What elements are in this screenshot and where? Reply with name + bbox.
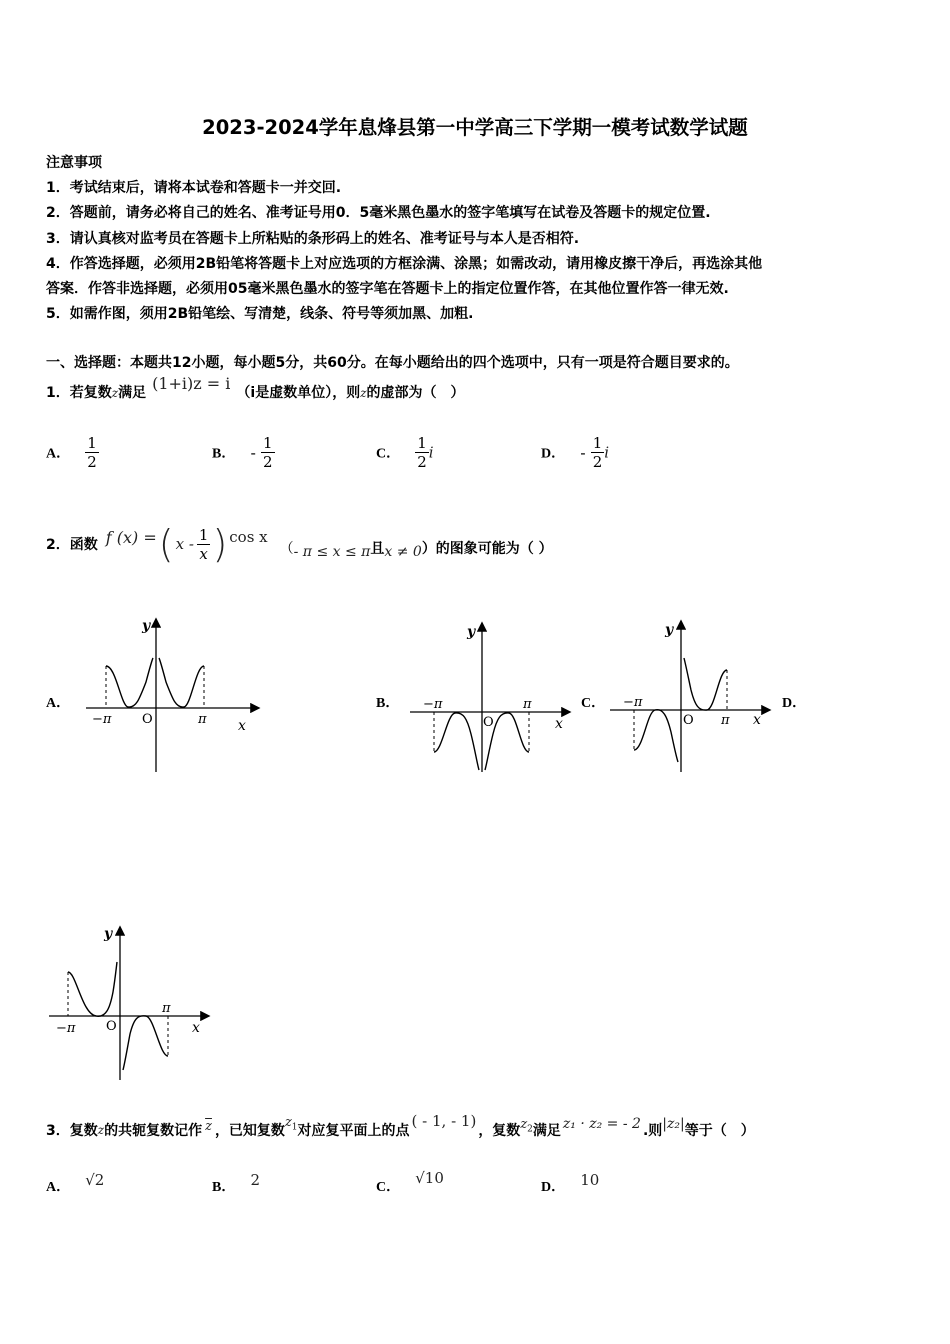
q1-option-c[interactable] <box>376 434 434 471</box>
q1-option-b[interactable] <box>212 434 275 471</box>
q2-paren-left: ( <box>158 522 174 566</box>
q1-option-a-frac: $\frac{1}{2}$ <box>87 434 97 471</box>
q2-suffix: ）的图象可能为（ ） <box>421 541 553 557</box>
curve-right <box>123 1016 168 1070</box>
q1-note: （i是虚数单位），则 <box>236 385 361 401</box>
q3-z: z <box>97 1123 105 1137</box>
axis-label-y: y <box>467 624 476 640</box>
q1-option-a[interactable] <box>46 434 99 471</box>
q2-option-c-label[interactable]: C． <box>581 696 606 711</box>
axis-label-y: y <box>104 926 113 942</box>
pi-label: π <box>523 697 532 712</box>
origin-label: O <box>106 1019 117 1034</box>
curve-left <box>106 658 153 707</box>
notice-item-1: 1．考试结束后，请将本试卷和答题卡一并交回. <box>46 180 342 196</box>
q3-p7: .则 <box>642 1123 663 1139</box>
q2-func-x: x - <box>175 535 194 553</box>
axis-label-x: x <box>753 712 761 728</box>
notice-item-4: 4．作答选择题，必须用2B铅笔将答题卡上对应选项的方框涂满、涂黑；如需改动，请用橡皮擦干净后，再选涂其他 <box>46 256 763 272</box>
q1-option-d-label: D． <box>541 446 566 462</box>
origin-label: O <box>142 712 153 727</box>
q3-option-c[interactable] <box>376 1169 444 1196</box>
q2-paren-right: ) <box>212 522 228 566</box>
q3-abs: |z₂| <box>662 1116 685 1132</box>
curve-left <box>434 713 479 770</box>
q2-graph-a[interactable] <box>76 612 266 784</box>
q1-option-d[interactable] <box>541 434 609 471</box>
q2-func-frac: $\frac{1}{x}$ <box>198 525 209 563</box>
q2-domain-a: - π ≤ x ≤ π <box>293 544 371 560</box>
curve-left <box>68 962 117 1016</box>
q3-point: ( - 1, - 1) <box>411 1112 477 1130</box>
q2-func-cos: cos x <box>229 528 268 546</box>
origin-label: O <box>483 715 494 730</box>
q1-suffix: 的虚部为（ ） <box>366 385 465 401</box>
q1-option-c-i: i <box>428 443 434 462</box>
q1-option-a-label: A． <box>46 446 71 462</box>
q3-option-a-value: √2 <box>85 1171 105 1189</box>
q1-option-c-frac: $\frac{1}{2}$ <box>417 434 427 471</box>
curve-right <box>159 658 204 707</box>
q1-option-d-frac: $\frac{1}{2}$ <box>592 434 603 471</box>
q3-option-a-label: A． <box>46 1180 71 1195</box>
q2-graph-d[interactable] <box>44 922 216 1086</box>
q1-option-b-frac: $\frac{1}{2}$ <box>262 434 273 471</box>
q1-option-c-label: C． <box>376 446 401 462</box>
q2-graph-c[interactable] <box>605 616 777 780</box>
q1-condition: (1+i)z = i <box>152 374 231 393</box>
neg-pi-label: −π <box>92 712 112 727</box>
q1-var-z: z <box>111 386 119 400</box>
q1-option-b-label: B． <box>212 446 236 462</box>
q3-z2: $z_2$ <box>520 1117 533 1135</box>
notice-item-4-cont: 答案．作答非选择题，必须用05毫米黑色墨水的签字笔在答题卡上的指定位置作答，在其他位置作答一律无效. <box>46 281 729 297</box>
notice-item-2: 2．答题前，请务必将自己的姓名、准考证号用0．5毫米黑色墨水的签字笔填写在试卷及答题卡的规定位置. <box>46 205 711 221</box>
notice-item-3: 3．请认真核对监考员在答题卡上所粘贴的条形码上的姓名、准考证号与本人是否相符. <box>46 231 580 247</box>
axis-label-x: x <box>192 1020 200 1036</box>
pi-label: π <box>721 713 730 728</box>
q1-var-z2: z <box>360 386 367 400</box>
axis-label-y: y <box>665 622 674 638</box>
q3-zbar: $\overline{z}$ <box>205 1118 212 1134</box>
curve-left <box>634 710 678 762</box>
q1-mid: 满足 <box>118 385 147 401</box>
q2-prefix: 2．函数 <box>46 537 98 553</box>
q3-option-a[interactable] <box>46 1171 105 1196</box>
q3-p6: 满足 <box>532 1123 561 1139</box>
question-3 <box>46 1112 755 1148</box>
q3-p8: 等于（ ） <box>684 1123 755 1139</box>
q2-option-d-label[interactable]: D． <box>782 696 807 711</box>
page-title: 2023-2024学年息烽县第一中学高三下学期一模考试数学试题 <box>202 116 748 139</box>
axis-label-x: x <box>238 718 246 734</box>
neg-pi-label: −π <box>56 1021 76 1036</box>
q3-equation: z₁ · z₂ = - 2 <box>562 1116 641 1132</box>
q1-option-d-sign: - <box>580 443 586 462</box>
q3-p3: ，已知复数 <box>214 1123 285 1139</box>
pi-label: π <box>198 712 207 727</box>
notice-heading: 注意事项 <box>46 155 102 171</box>
q3-p1: 3．复数 <box>46 1123 98 1139</box>
q3-option-d[interactable] <box>541 1171 600 1196</box>
q3-option-c-label: C． <box>376 1180 401 1195</box>
q2-func-lhs: f (x) = <box>105 527 157 547</box>
question-1 <box>46 374 465 402</box>
q1-option-b-sign: - <box>250 443 256 462</box>
q3-p4: 对应复平面上的点 <box>297 1123 410 1139</box>
curve-right <box>684 658 727 710</box>
q3-option-b-label: B． <box>212 1180 236 1195</box>
q2-graph-b[interactable] <box>405 618 577 780</box>
q3-option-b-value: 2 <box>250 1171 260 1189</box>
notice-item-5: 5．如需作图，须用2B铅笔绘、写清楚，线条、符号等须加黑、加粗. <box>46 306 474 322</box>
q2-option-b-label[interactable]: B． <box>376 696 400 711</box>
section-heading: 一、选择题：本题共12小题，每小题5分，共60分。在每小题给出的四个选项中，只有一项是符合题目要求的。 <box>46 355 739 371</box>
q3-option-c-value: √10 <box>415 1169 444 1187</box>
q2-domain-b: x ≠ 0 <box>384 544 422 560</box>
origin-label: O <box>683 713 694 728</box>
q3-option-d-label: D． <box>541 1180 566 1195</box>
q2-domain-and: 且 <box>370 541 385 557</box>
neg-pi-label: −π <box>623 695 643 710</box>
q2-option-a-label[interactable]: A． <box>46 696 71 711</box>
q3-p2: 的共轭复数记作 <box>104 1123 203 1139</box>
q1-option-d-i: i <box>604 443 610 462</box>
neg-pi-label: −π <box>423 697 443 712</box>
question-2 <box>46 520 553 568</box>
q3-option-b[interactable] <box>212 1171 260 1196</box>
q2-domain-open: （ <box>279 541 294 557</box>
q1-prefix: 1．若复数 <box>46 385 112 401</box>
q3-option-d-value: 10 <box>580 1171 600 1189</box>
axis-label-y: y <box>142 618 151 634</box>
q3-p5: ，复数 <box>478 1123 521 1139</box>
q3-z1: $z_1$ <box>284 1115 298 1133</box>
axis-label-x: x <box>555 716 563 732</box>
pi-label: π <box>162 1001 171 1016</box>
